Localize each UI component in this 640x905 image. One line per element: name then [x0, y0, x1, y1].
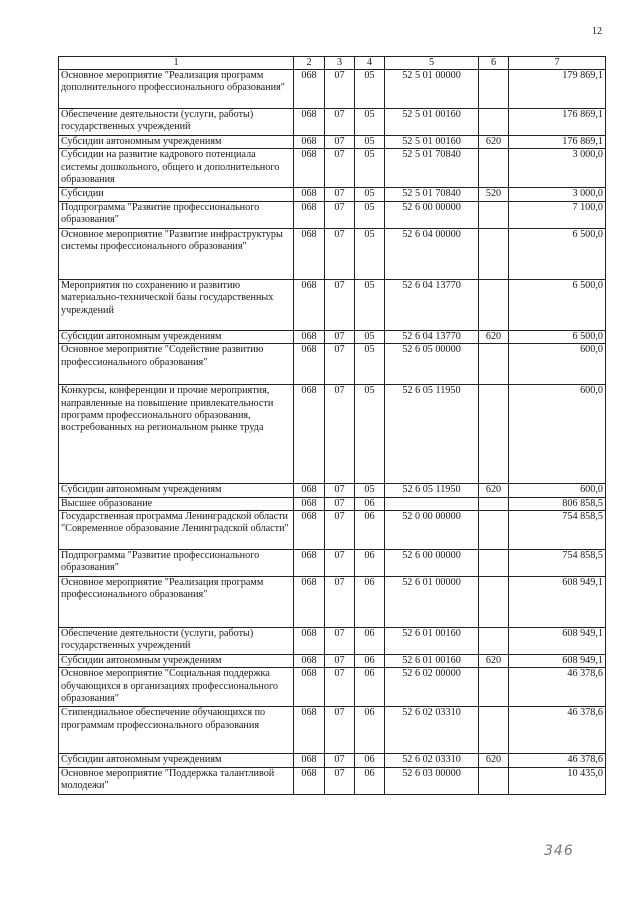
cell-pr: 06: [355, 497, 385, 510]
cell-pr: 06: [355, 767, 385, 794]
cell-sum: 608 949,1: [509, 577, 606, 628]
cell-vr: [479, 70, 509, 109]
header-cell: 1: [59, 57, 294, 70]
cell-csr: 52 6 04 00000: [385, 228, 479, 279]
cell-pr: 06: [355, 550, 385, 577]
table-row: [59, 228, 606, 279]
cell-csr: 52 6 05 11950: [385, 385, 479, 484]
cell-ved: 068: [294, 149, 325, 188]
cell-sum: 10 435,0: [509, 767, 606, 794]
cell-vr: [479, 707, 509, 754]
cell-rz: 07: [325, 767, 355, 794]
table-row: [59, 550, 606, 577]
cell-rz: 07: [325, 228, 355, 279]
cell-vr: [479, 497, 509, 510]
cell-vr: 620: [479, 136, 509, 149]
cell-ved: 068: [294, 344, 325, 385]
table-row: [59, 70, 606, 109]
cell-sum: 7 100,0: [509, 201, 606, 228]
cell-csr: 52 6 00 00000: [385, 550, 479, 577]
cell-name: Субсидии автономным учреждениям: [59, 484, 294, 497]
cell-vr: 620: [479, 655, 509, 668]
table-row: [59, 707, 606, 754]
cell-rz: 07: [325, 136, 355, 149]
cell-name: Субсидии автономным учреждениям: [59, 655, 294, 668]
table-row: [59, 511, 606, 550]
cell-vr: [479, 228, 509, 279]
cell-pr: 06: [355, 577, 385, 628]
cell-sum: 176 869,1: [509, 136, 606, 149]
cell-name: Основное мероприятие "Социальная поддержка обучающихся в организациях профессионального образования": [59, 668, 294, 707]
cell-csr: 52 6 03 00000: [385, 767, 479, 794]
table-row: [59, 136, 606, 149]
cell-ved: 068: [294, 136, 325, 149]
cell-vr: [479, 550, 509, 577]
cell-vr: 620: [479, 484, 509, 497]
cell-ved: 068: [294, 767, 325, 794]
cell-vr: 520: [479, 188, 509, 201]
cell-name: Основное мероприятие "Содействие развитию профессионального образования": [59, 344, 294, 385]
cell-rz: 07: [325, 279, 355, 330]
cell-name: Обеспечение деятельности (услуги, работы) государственных учреждений: [59, 109, 294, 136]
page-number: 12: [592, 26, 602, 37]
cell-ved: 068: [294, 228, 325, 279]
table-row: [59, 628, 606, 655]
cell-csr: 52 6 02 03310: [385, 707, 479, 754]
cell-ved: 068: [294, 484, 325, 497]
cell-rz: 07: [325, 330, 355, 343]
cell-vr: [479, 577, 509, 628]
cell-csr: 52 5 01 00160: [385, 109, 479, 136]
cell-csr: 52 5 01 70840: [385, 149, 479, 188]
cell-csr: 52 5 01 00000: [385, 70, 479, 109]
cell-ved: 068: [294, 330, 325, 343]
cell-pr: 05: [355, 228, 385, 279]
cell-name: Субсидии автономным учреждениям: [59, 754, 294, 767]
cell-sum: 600,0: [509, 385, 606, 484]
cell-sum: 6 500,0: [509, 279, 606, 330]
cell-rz: 07: [325, 484, 355, 497]
table-row: [59, 149, 606, 188]
cell-pr: 06: [355, 754, 385, 767]
cell-pr: 06: [355, 707, 385, 754]
cell-sum: 600,0: [509, 344, 606, 385]
cell-sum: 46 378,6: [509, 754, 606, 767]
cell-name: Основное мероприятие "Развитие инфраструктуры системы профессионального образования": [59, 228, 294, 279]
cell-pr: 06: [355, 668, 385, 707]
cell-sum: 46 378,6: [509, 668, 606, 707]
cell-pr: 05: [355, 344, 385, 385]
cell-sum: 6 500,0: [509, 228, 606, 279]
header-cell: 7: [509, 57, 606, 70]
cell-pr: 06: [355, 655, 385, 668]
cell-vr: [479, 344, 509, 385]
cell-csr: 52 6 04 13770: [385, 279, 479, 330]
cell-ved: 068: [294, 497, 325, 510]
cell-ved: 068: [294, 754, 325, 767]
cell-sum: 6 500,0: [509, 330, 606, 343]
cell-pr: 05: [355, 330, 385, 343]
cell-rz: 07: [325, 668, 355, 707]
cell-sum: 754 858,5: [509, 550, 606, 577]
cell-pr: 05: [355, 109, 385, 136]
cell-csr: 52 6 01 00000: [385, 577, 479, 628]
cell-vr: [479, 668, 509, 707]
cell-rz: 07: [325, 511, 355, 550]
cell-name: Подпрограмма "Развитие профессионального образования": [59, 550, 294, 577]
cell-csr: 52 5 01 70840: [385, 188, 479, 201]
cell-pr: 05: [355, 385, 385, 484]
cell-vr: 620: [479, 330, 509, 343]
cell-pr: 05: [355, 279, 385, 330]
cell-pr: 05: [355, 201, 385, 228]
table-row: [59, 201, 606, 228]
header-cell: 5: [385, 57, 479, 70]
cell-vr: [479, 628, 509, 655]
cell-rz: 07: [325, 385, 355, 484]
table-row: [59, 655, 606, 668]
cell-vr: [479, 511, 509, 550]
cell-csr: 52 6 02 03310: [385, 754, 479, 767]
table-row: [59, 279, 606, 330]
cell-rz: 07: [325, 149, 355, 188]
cell-name: Субсидии автономным учреждениям: [59, 136, 294, 149]
cell-ved: 068: [294, 577, 325, 628]
cell-ved: 068: [294, 385, 325, 484]
cell-rz: 07: [325, 70, 355, 109]
cell-sum: 179 869,1: [509, 70, 606, 109]
cell-csr: 52 6 01 00160: [385, 655, 479, 668]
cell-ved: 068: [294, 707, 325, 754]
cell-vr: [479, 385, 509, 484]
cell-rz: 07: [325, 577, 355, 628]
cell-name: Подпрограмма "Развитие профессионального образования": [59, 201, 294, 228]
cell-pr: 05: [355, 136, 385, 149]
cell-vr: [479, 109, 509, 136]
cell-vr: 620: [479, 754, 509, 767]
cell-sum: 176 869,1: [509, 109, 606, 136]
table-row: [59, 577, 606, 628]
cell-ved: 068: [294, 201, 325, 228]
cell-pr: 05: [355, 188, 385, 201]
cell-pr: 05: [355, 70, 385, 109]
cell-rz: 07: [325, 628, 355, 655]
cell-sum: 608 949,1: [509, 655, 606, 668]
cell-csr: 52 0 00 00000: [385, 511, 479, 550]
cell-vr: [479, 201, 509, 228]
cell-ved: 068: [294, 279, 325, 330]
cell-csr: 52 6 00 00000: [385, 201, 479, 228]
header-cell: 3: [325, 57, 355, 70]
cell-name: Конкурсы, конференции и прочие мероприятия, направленные на повышение привлекательности программ профессионального образования, востребованных на региональном рынке труда: [59, 385, 294, 484]
cell-name: Субсидии автономным учреждениям: [59, 330, 294, 343]
cell-sum: 3 000,0: [509, 149, 606, 188]
table-row: [59, 385, 606, 484]
cell-csr: 52 6 04 13770: [385, 330, 479, 343]
cell-csr: 52 6 01 00160: [385, 628, 479, 655]
cell-csr: 52 5 01 00160: [385, 136, 479, 149]
cell-ved: 068: [294, 550, 325, 577]
cell-vr: [479, 279, 509, 330]
cell-name: Основное мероприятие "Реализация программ дополнительного профессионального образования": [59, 70, 294, 109]
table-row: [59, 668, 606, 707]
cell-name: Мероприятия по сохранению и развитию материально-технической базы государственных учреждений: [59, 279, 294, 330]
cell-ved: 068: [294, 628, 325, 655]
header-cell: 4: [355, 57, 385, 70]
cell-sum: 806 858,5: [509, 497, 606, 510]
cell-sum: 46 378,6: [509, 707, 606, 754]
cell-sum: 754 858,5: [509, 511, 606, 550]
cell-sum: 3 000,0: [509, 188, 606, 201]
cell-vr: [479, 149, 509, 188]
cell-ved: 068: [294, 668, 325, 707]
cell-pr: 06: [355, 628, 385, 655]
cell-pr: 06: [355, 511, 385, 550]
cell-csr: [385, 497, 479, 510]
cell-csr: 52 6 05 11950: [385, 484, 479, 497]
cell-rz: 07: [325, 754, 355, 767]
cell-rz: 07: [325, 344, 355, 385]
table-row: [59, 330, 606, 343]
cell-pr: 05: [355, 484, 385, 497]
table-row: [59, 109, 606, 136]
header-cell: 6: [479, 57, 509, 70]
cell-sum: 600,0: [509, 484, 606, 497]
table-row: [59, 188, 606, 201]
table-row: [59, 497, 606, 510]
cell-ved: 068: [294, 188, 325, 201]
cell-name: Высшее образование: [59, 497, 294, 510]
cell-ved: 068: [294, 655, 325, 668]
cell-ved: 068: [294, 109, 325, 136]
cell-csr: 52 6 05 00000: [385, 344, 479, 385]
budget-table: [58, 56, 606, 795]
cell-name: Субсидии на развитие кадрового потенциала системы дошкольного, общего и дополнительного образования: [59, 149, 294, 188]
cell-name: Стипендиальное обеспечение обучающихся по программам профессионального образования: [59, 707, 294, 754]
cell-rz: 07: [325, 550, 355, 577]
table-row: [59, 484, 606, 497]
cell-ved: 068: [294, 511, 325, 550]
cell-name: Субсидии: [59, 188, 294, 201]
table-header-row: [59, 57, 606, 70]
header-cell: 2: [294, 57, 325, 70]
cell-rz: 07: [325, 188, 355, 201]
table-row: [59, 344, 606, 385]
cell-csr: 52 6 02 00000: [385, 668, 479, 707]
table-row: [59, 754, 606, 767]
cell-name: Основное мероприятие "Реализация программ профессионального образования": [59, 577, 294, 628]
cell-rz: 07: [325, 109, 355, 136]
handwritten-page-stamp: 346: [544, 843, 574, 859]
cell-ved: 068: [294, 70, 325, 109]
cell-sum: 608 949,1: [509, 628, 606, 655]
cell-rz: 07: [325, 655, 355, 668]
cell-rz: 07: [325, 201, 355, 228]
cell-vr: [479, 767, 509, 794]
cell-pr: 05: [355, 149, 385, 188]
table-row: [59, 767, 606, 794]
cell-name: Основное мероприятие "Поддержка талантливой молодежи": [59, 767, 294, 794]
cell-name: Государственная программа Ленинградской области "Современное образование Ленинградской области": [59, 511, 294, 550]
cell-rz: 07: [325, 497, 355, 510]
cell-rz: 07: [325, 707, 355, 754]
cell-name: Обеспечение деятельности (услуги, работы) государственных учреждений: [59, 628, 294, 655]
